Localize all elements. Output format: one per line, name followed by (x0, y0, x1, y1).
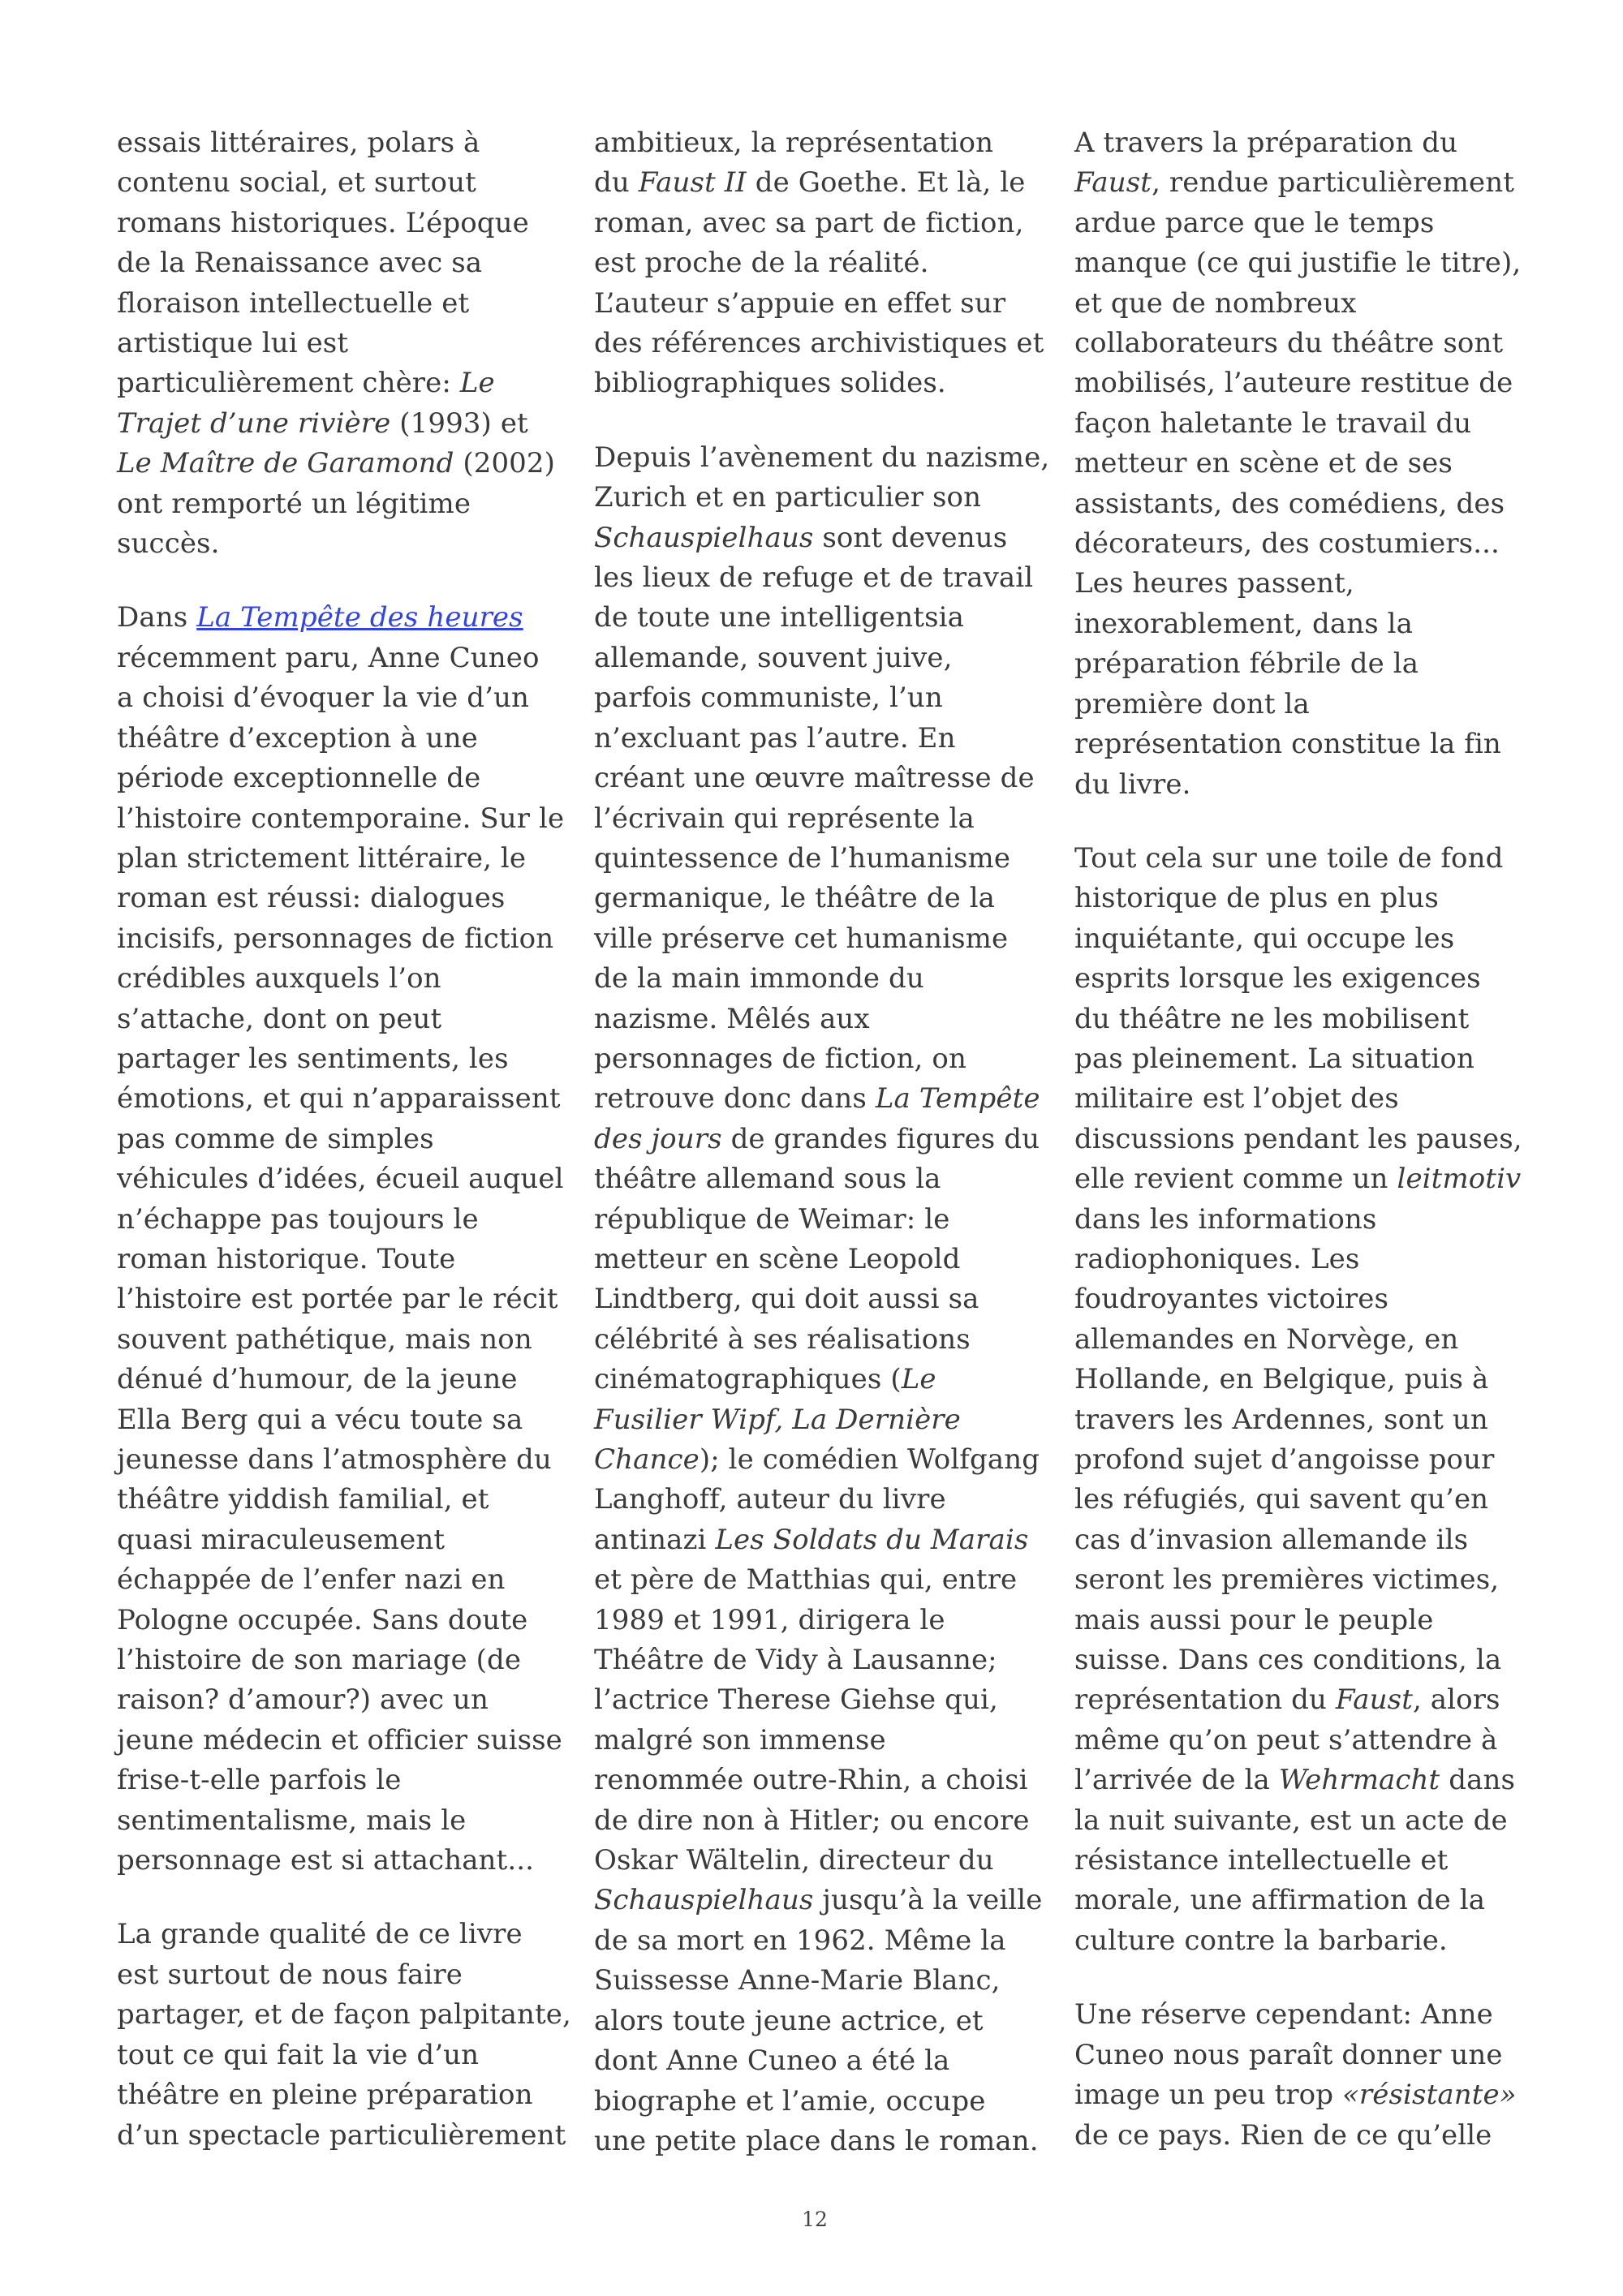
text-line: l’écrivain qui représente la (594, 802, 975, 835)
text-line: mobilisés, l’auteure restitue de (1074, 367, 1513, 400)
text-line: émotions, et qui n’apparaissent (117, 1082, 561, 1116)
text-line: 1989 et 1991, dirigera le (594, 1603, 945, 1636)
text-line: échappée de l’enfer nazi en (117, 1563, 506, 1597)
paragraph (117, 123, 571, 564)
italic-term: Wehrmacht (1278, 1764, 1440, 1797)
text-line: s’attache, dont on peut (117, 1002, 442, 1035)
text-line: seront les premières victimes, (1074, 1563, 1500, 1597)
text-line (1074, 1761, 1529, 1800)
text-line: manque (ce qui justifie le titre), (1074, 247, 1522, 280)
paragraph (1074, 123, 1529, 805)
text-line: théâtre allemand sous la (594, 1163, 941, 1196)
paragraph (117, 598, 571, 1881)
work-title: Faust (1074, 166, 1152, 200)
film-title: Chance (594, 1443, 700, 1476)
text-line: nazisme. Mêlés aux (594, 1002, 870, 1035)
work-title: Faust (1335, 1683, 1413, 1717)
text-line: dans les informations (1074, 1202, 1377, 1236)
text-line: dénué d’humour, de la jeune (117, 1363, 518, 1396)
text-line: et père de Matthias qui, entre (594, 1563, 1018, 1597)
text-line: république de Weimar: le (594, 1202, 950, 1236)
text-line (1074, 2075, 1529, 2115)
italic-term: Schauspielhaus (594, 1884, 814, 1917)
text-line: théâtre yiddish familial, et (117, 1483, 489, 1516)
text-run: Dans (117, 601, 197, 634)
text-line: Tout cela sur une toile de fond (1074, 841, 1504, 875)
text-line: ville préserve cet humanisme (594, 922, 1009, 955)
text-run: l’arrivée de la (1074, 1764, 1279, 1797)
text-line: de toute une intelligentsia (594, 601, 964, 634)
text-line: alors toute jeune actrice, et (594, 2004, 984, 2037)
text-line: n’excluant pas l’autre. En (594, 721, 956, 755)
text-line: Pologne occupée. Sans doute (117, 1603, 528, 1636)
text-line (117, 444, 571, 484)
text-line: partager, et de façon palpitante, (117, 1998, 571, 2032)
paragraph (594, 438, 1057, 2161)
text-line: d’un spectacle particulièrement (117, 2118, 566, 2152)
text-line: foudroyantes victoires (1074, 1283, 1389, 1316)
text-line: décorateurs, des costumiers... (1074, 527, 1500, 561)
text-line: Langhoff, auteur du livre (594, 1483, 946, 1516)
text-line: personnage est si attachant... (117, 1844, 535, 1877)
text-line: Cuneo nous paraît donner une (1074, 2038, 1503, 2071)
text-line (117, 404, 571, 444)
text-line: artistique lui est (117, 327, 349, 360)
text-line: quintessence de l’humanisme (594, 841, 1011, 875)
text-line: l’actrice Therese Giehse qui, (594, 1683, 998, 1717)
text-line: véhicules d’idées, écueil auquel (117, 1163, 564, 1196)
text-run: représentation du (1074, 1683, 1336, 1717)
text-line: roman historique. Toute (117, 1242, 456, 1275)
text-line: mais aussi pour le peuple (1074, 1603, 1434, 1636)
text-line: pas comme de simples (117, 1122, 434, 1155)
italic-term: leitmotiv (1397, 1163, 1522, 1196)
text-line: façon haletante le travail du (1074, 406, 1472, 440)
text-line: une petite place dans le roman. (594, 2124, 1039, 2157)
text-line: Oskar Wältelin, directeur du (594, 1844, 994, 1877)
text-run: , alors (1412, 1683, 1500, 1717)
text-line (594, 163, 1057, 203)
text-line: discussions pendant les pauses, (1074, 1122, 1522, 1155)
text-line: parfois communiste, l’un (594, 681, 943, 715)
text-run: de grandes figures du (721, 1122, 1040, 1155)
text-line: roman est réussi: dialogues (117, 882, 506, 915)
text-line: tout ce qui fait la vie d’un (117, 2038, 480, 2071)
text-line: ambitieux, la représentation (594, 127, 994, 159)
text-run: particulièrement chère: (117, 367, 460, 400)
text-line: profond sujet d’angoisse pour (1074, 1443, 1495, 1476)
text-line: Suissesse Anne-Marie Blanc, (594, 1964, 1001, 1997)
text-line (117, 598, 571, 638)
text-line: Théâtre de Vidy à Lausanne; (594, 1644, 997, 1677)
text-line: germanique, le théâtre de la (594, 882, 996, 915)
text-line: de la main immonde du (594, 962, 924, 995)
book-title: Le Maître de Garamond (117, 447, 454, 480)
text-line: suisse. Dans ces conditions, la (1074, 1644, 1502, 1677)
text-line: renommée outre-Rhin, a choisi (594, 1764, 1028, 1797)
text-line: résistance intellectuelle et (1074, 1844, 1449, 1877)
text-run: (1993) et (390, 406, 528, 440)
text-line: A travers la préparation du (1074, 127, 1458, 159)
book-title: Trajet d’une rivière (117, 406, 391, 440)
text-line: L’auteur s’appuie en effet sur (594, 286, 1006, 320)
text-line: théâtre d’exception à une (117, 721, 478, 755)
text-line: Lindtberg, qui doit aussi sa (594, 1283, 979, 1316)
text-line: travers les Ardennes, sont un (1074, 1403, 1488, 1436)
text-line: jeunesse dans l’atmosphère du (117, 1443, 552, 1476)
text-line (594, 1881, 1057, 1920)
text-line: plan strictement littéraire, le (117, 841, 527, 875)
text-run: jusqu’à la veille (813, 1884, 1043, 1917)
text-line: ardue parce que le temps (1074, 206, 1435, 239)
text-line: partager les sentiments, les (117, 1042, 509, 1075)
text-line: créant une œuvre maîtresse de (594, 762, 1035, 795)
page-number: 12 (802, 2208, 828, 2231)
text-line: metteur en scène et de ses (1074, 447, 1453, 480)
text-line: radiophoniques. Les (1074, 1242, 1360, 1275)
text-line: récemment paru, Anne Cuneo (117, 641, 540, 674)
book-title: Les Soldats du Marais (715, 1523, 1029, 1556)
text-line: Une réserve cependant: Anne (1074, 1998, 1493, 2032)
text-line: n’échappe pas toujours le (117, 1202, 479, 1236)
text-line: malgré son immense (594, 1723, 886, 1756)
text-line: Zurich et en particulier son (594, 481, 982, 514)
film-title: Fusilier Wipf, La Dernière (594, 1403, 961, 1436)
text-line: période exceptionnelle de (117, 762, 481, 795)
text-line: dont Anne Cuneo a été la (594, 2044, 950, 2078)
text-line (594, 1400, 1057, 1440)
work-title: Faust II (638, 166, 747, 200)
text-line: crédibles auxquels l’on (117, 962, 441, 995)
text-line: inquiétante, qui occupe les (1074, 922, 1455, 955)
text-line: de la Renaissance avec sa (117, 247, 483, 280)
text-line: raison? d’amour?) avec un (117, 1683, 489, 1717)
text-line: quasi miraculeusement (117, 1523, 446, 1556)
text-line: collaborateurs du théâtre sont (1074, 327, 1504, 360)
book-title-link[interactable]: La Tempête des heures (196, 601, 523, 634)
text-line (117, 363, 571, 403)
text-line: Depuis l’avènement du nazisme, (594, 441, 1050, 474)
text-line: de sa mort en 1962. Même la (594, 1924, 1006, 1957)
text-line (594, 1360, 1057, 1400)
text-line: cas d’invasion allemande ils (1074, 1523, 1469, 1556)
text-line (594, 1520, 1057, 1560)
text-line: l’histoire est portée par le récit (117, 1283, 558, 1316)
text-line: la nuit suivante, est un acte de (1074, 1804, 1508, 1837)
text-line: de dire non à Hitler; ou encore (594, 1804, 1030, 1837)
text-line: a choisi d’évoquer la vie d’un (117, 681, 530, 715)
book-title: La Tempête (875, 1082, 1040, 1116)
text-line: est surtout de nous faire (117, 1958, 463, 1991)
text-line (1074, 163, 1529, 203)
text-run: cinématographiques ( (594, 1363, 902, 1396)
text-line: contenu social, et surtout (117, 166, 476, 200)
text-line: romans historiques. L’époque (117, 206, 529, 239)
text-line: biographe et l’amie, occupe (594, 2084, 986, 2118)
paragraph (594, 123, 1057, 404)
text-line: Ella Berg qui a vécu toute sa (117, 1403, 523, 1436)
text-line: pas pleinement. La situation (1074, 1042, 1474, 1075)
text-line: première dont la (1074, 687, 1310, 720)
text-run: antinazi (594, 1523, 716, 1556)
text-run: du (594, 166, 639, 200)
text-line: incisifs, personnages de fiction (117, 922, 554, 955)
book-title: des jours (594, 1122, 722, 1155)
text-line: du théâtre ne les mobilisent (1074, 1002, 1470, 1035)
paragraph (1074, 839, 1529, 1961)
text-line: La grande qualité de ce livre (117, 1918, 523, 1951)
text-run: dans (1440, 1764, 1516, 1797)
paragraph (117, 1915, 571, 2155)
text-line: et que de nombreux (1074, 286, 1357, 320)
text-line: est proche de la réalité. (594, 247, 929, 280)
text-column-2 (594, 123, 1057, 2161)
text-line: célébrité à ses réalisations (594, 1322, 971, 1356)
text-line: frise-t-elle parfois le (117, 1764, 402, 1797)
text-line: floraison intellectuelle et (117, 286, 470, 320)
text-line: représentation constitue la fin (1074, 728, 1501, 761)
text-run: image un peu trop (1074, 2079, 1343, 2112)
text-line: personnages de fiction, on (594, 1042, 966, 1075)
text-line (1074, 1159, 1529, 1199)
text-line: du livre. (1074, 767, 1191, 801)
text-line (594, 518, 1057, 558)
text-line: succès. (117, 527, 220, 561)
text-line: sentimentalisme, mais le (117, 1804, 467, 1837)
text-line: allemande, souvent juive, (594, 641, 953, 674)
book-title: Le (459, 367, 495, 400)
text-line: assistants, des comédiens, des (1074, 487, 1505, 520)
text-line: les lieux de refuge et de travail (594, 561, 1034, 595)
text-line: inexorablement, dans la (1074, 607, 1413, 640)
text-line: de ce pays. Rien de ce qu’elle (1074, 2118, 1492, 2152)
text-line: morale, une affirmation de la (1074, 1884, 1486, 1917)
text-line: roman, avec sa part de fiction, (594, 206, 1024, 239)
film-title: Le (901, 1363, 936, 1396)
text-line: l’histoire contemporaine. Sur le (117, 802, 565, 835)
text-line: Hollande, en Belgique, puis à (1074, 1363, 1489, 1396)
text-line: culture contre la barbarie. (1074, 1924, 1448, 1957)
italic-term: Schauspielhaus (594, 521, 814, 554)
italic-term: «résistante» (1342, 2079, 1517, 2112)
text-run: retrouve donc dans (594, 1082, 876, 1116)
text-line (594, 1120, 1057, 1159)
text-line: des références archivistiques et (594, 327, 1044, 360)
text-line: l’histoire de son mariage (de (117, 1644, 522, 1677)
text-line: allemandes en Norvège, en (1074, 1322, 1459, 1356)
text-line: Les heures passent, (1074, 567, 1354, 600)
text-line (594, 1440, 1057, 1480)
text-line: même qu’on peut s’attendre à (1074, 1723, 1498, 1756)
text-run: (2002) (454, 447, 556, 480)
text-run: de Goethe. Et là, le (746, 166, 1026, 200)
text-line: bibliographiques solides. (594, 367, 946, 400)
text-line: ont remporté un légitime (117, 487, 471, 520)
text-line: jeune médecin et officier suisse (117, 1723, 562, 1756)
text-line: souvent pathétique, mais non (117, 1322, 532, 1356)
text-line: les réfugiés, qui savent qu’en (1074, 1483, 1489, 1516)
text-line (1074, 1680, 1529, 1720)
text-line: historique de plus en plus (1074, 882, 1439, 915)
paragraph (1074, 1995, 1529, 2156)
text-column-1 (117, 123, 571, 2156)
text-line: préparation fébrile de la (1074, 647, 1419, 681)
text-line (594, 1079, 1057, 1119)
text-run: elle revient comme un (1074, 1163, 1397, 1196)
text-column-3 (1074, 123, 1529, 2156)
text-line: essais littéraires, polars à (117, 127, 480, 159)
text-line: théâtre en pleine préparation (117, 2079, 533, 2112)
text-run: , rendue particulièrement (1152, 166, 1514, 200)
text-line: militaire est l’objet des (1074, 1082, 1399, 1116)
text-line: esprits lorsque les exigences (1074, 962, 1481, 995)
text-run: sont devenus (813, 521, 1008, 554)
text-run: ); le comédien Wolfgang (699, 1443, 1040, 1476)
text-line: metteur en scène Leopold (594, 1242, 961, 1275)
